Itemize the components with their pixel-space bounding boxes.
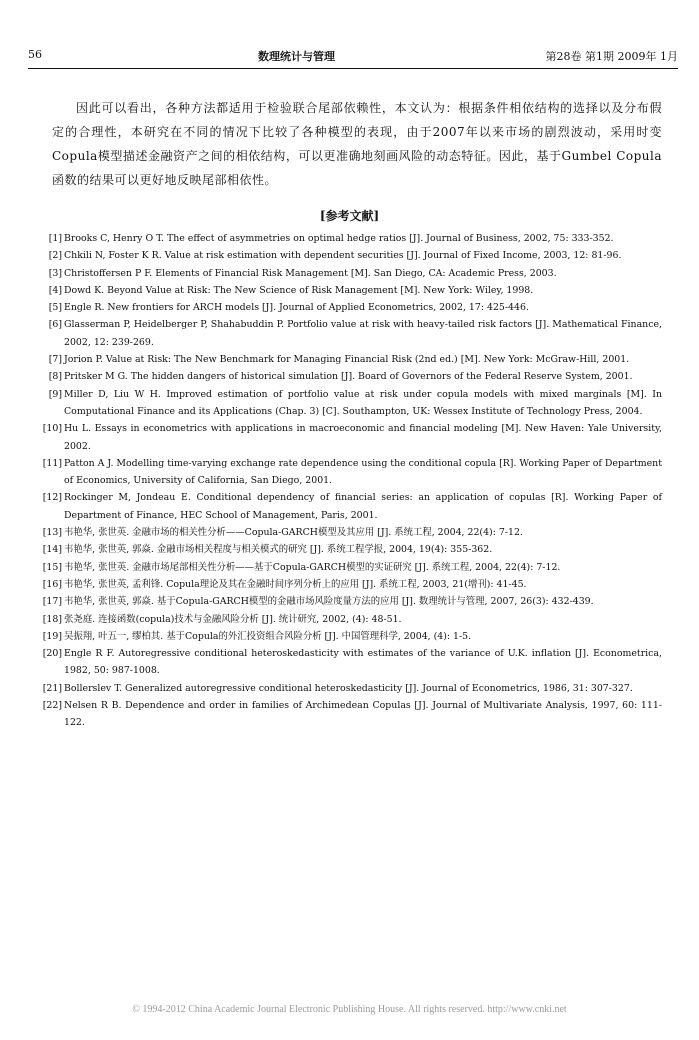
reference-number: [2]	[48, 250, 62, 262]
reference-number: [21]	[42, 682, 62, 694]
reference-text: 韦艳华, 张世英, 孟利锋. Copula理论及其在金融时间序列分析上的应用 [J]. 系统工程, 2003, 21(增刊): 41-45.	[64, 578, 527, 590]
reference-text: 韦艳华, 张世英, 郭焱. 基于Copula-GARCH模型的金融市场风险度量方法的应用 [J]. 数理统计与管理, 2007, 26(3): 432-439.	[64, 596, 594, 608]
reference-number: [22]	[42, 700, 62, 712]
reference-text: Miller D, Liu W H. Improved estimation of portfolio value at risk under copula models with mixed marginals [M]. In Computational Finance and its Applications (Chap. 3) [C]. Southampton, UK: Wessex Institute of Technology Press, 2004.	[64, 388, 662, 417]
reference-text: 韦艳华, 张世英. 金融市场的相关性分析——Copula-GARCH模型及其应用 [J]. 系统工程, 2004, 22(4): 7-12.	[64, 527, 523, 539]
reference-item	[34, 282, 662, 299]
reference-item	[34, 697, 662, 732]
reference-text: Rockinger M, Jondeau E. Conditional dependency of financial series: an application of copulas [R]. Working Paper of Department of Finance, HEC School of Management, Paris, 2001.	[64, 492, 662, 521]
reference-text: Glasserman P, Heidelberger P, Shahabuddin P. Portfolio value at risk with heavy-tailed risk factors [J]. Mathematical Finance, 2002, 12: 239-269.	[64, 319, 662, 348]
body-paragraph: 因此可以看出，各种方法都适用于检验联合尾部依赖性，本文认为：根据条件相依结构的选择以及分布假定的合理性，本研究在不同的情况下比较了各种模型的表现，由于2007年以来市场的剧烈波动，采用时变Copula模型描述金融资产之间的相依结构，可以更准确地刻画风险的动态特征。因此，基于Gumbel Copula函数的结果可以更好地反映尾部相依性。	[52, 101, 662, 187]
reference-text: Chkili N, Foster K R. Value at risk estimation with dependent securities [J]. Journal of Fixed Income, 2003, 12: 81-96.	[64, 250, 622, 262]
reference-number: [1]	[48, 233, 62, 244]
reference-number: [3]	[48, 267, 62, 279]
reference-text: 吴振翔, 叶五一, 缪柏其. 基于Copula的外汇投资组合风险分析 [J]. 中国管理科学, 2004, (4): 1-5.	[64, 630, 472, 642]
reference-text: 韦艳华, 张世英. 金融市场尾部相关性分析——基于Copula-GARCH模型的实证研究 [J]. 系统工程, 2004, 22(4): 7-12.	[64, 561, 561, 573]
reference-item	[34, 230, 662, 247]
issue-info: 第28卷 第1期 2009年 1月	[545, 50, 678, 63]
reference-item	[34, 611, 662, 628]
header-rule	[28, 68, 678, 69]
journal-title: 数理统计与管理	[258, 50, 335, 63]
reference-item	[34, 524, 662, 541]
reference-item	[34, 420, 662, 455]
reference-item	[34, 680, 662, 697]
reference-number: [5]	[48, 302, 62, 314]
reference-number: [9]	[48, 388, 62, 400]
reference-number: [16]	[42, 578, 62, 590]
reference-text: Nelsen R B. Dependence and order in families of Archimedean Copulas [J]. Journal of Multivariate Analysis, 1997, 60: 111-122.	[64, 700, 662, 729]
reference-text: 韦艳华, 张世英, 郭焱. 金融市场相关程度与相关模式的研究 [J]. 系统工程学报, 2004, 19(4): 355-362.	[64, 544, 493, 556]
reference-item	[34, 559, 662, 576]
reference-number: [12]	[42, 492, 62, 504]
reference-item	[34, 351, 662, 368]
copyright-footer: © 1994-2012 China Academic Journal Electronic Publishing House. All rights reserved. http://www.cnki.net	[132, 1004, 567, 1015]
reference-number: [15]	[42, 561, 62, 573]
reference-text: Patton A J. Modelling time-varying exchange rate dependence using the conditional copula [R]. Working Paper of Department of Economics, University of California, San Diego, 2001.	[64, 457, 662, 487]
reference-text: Hu L. Essays in econometrics with applications in macroeconomic and financial modeling [M]. New Haven: Yale University, 2002.	[64, 423, 662, 452]
reference-text: Brooks C, Henry O T. The effect of asymmetries on optimal hedge ratios [J]. Journal of Business, 2002, 75: 333-352.	[64, 233, 614, 244]
reference-number: [19]	[42, 630, 62, 642]
reference-number: [7]	[48, 354, 62, 366]
reference-number: [17]	[42, 596, 62, 608]
reference-item	[34, 489, 662, 524]
reference-number: [20]	[42, 648, 62, 660]
reference-item	[34, 265, 662, 282]
reference-text: 张尧庭. 连接函数(copula)技术与金融风险分析 [J]. 统计研究, 2002, (4): 48-51.	[64, 613, 402, 625]
reference-item	[34, 593, 662, 610]
reference-number: [6]	[48, 319, 62, 331]
reference-item	[34, 368, 662, 385]
reference-number: [18]	[42, 613, 62, 625]
reference-text: Jorion P. Value at Risk: The New Benchmark for Managing Financial Risk (2nd ed.) [M]. New York: McGraw-Hill, 2001.	[64, 354, 630, 366]
reference-item	[34, 316, 662, 351]
reference-item	[34, 541, 662, 558]
reference-text: Engle R F. Autoregressive conditional heteroskedasticity with estimates of the variance of U.K. inflation [J]. Econometrica, 1982, 50: 987-1008.	[64, 648, 662, 677]
reference-text: Bollerslev T. Generalized autoregressive conditional heteroskedasticity [J]. Journal of Econometrics, 1986, 31: 307-327.	[64, 682, 633, 694]
reference-item	[34, 576, 662, 593]
reference-text: Christoffersen P F. Elements of Financial Risk Management [M]. San Diego, CA: Academic Press, 2003.	[64, 267, 557, 279]
reference-text: Pritsker M G. The hidden dangers of historical simulation [J]. Board of Governors of the Federal Reserve System, 2001.	[64, 371, 633, 383]
running-header	[28, 44, 678, 66]
reference-number: [11]	[42, 457, 62, 469]
reference-number: [13]	[42, 527, 62, 539]
references-heading: [参考文献]	[319, 209, 380, 223]
reference-item	[34, 247, 662, 264]
reference-number: [10]	[42, 423, 62, 435]
reference-item	[34, 455, 662, 490]
reference-text: Dowd K. Beyond Value at Risk: The New Science of Risk Management [M]. New York: Wiley, 1998.	[64, 284, 534, 296]
reference-text: Engle R. New frontiers for ARCH models [J]. Journal of Applied Econometrics, 2002, 17: 425-446.	[64, 302, 529, 314]
reference-item	[34, 645, 662, 680]
reference-number: [4]	[48, 284, 62, 296]
reference-number: [8]	[48, 371, 62, 383]
reference-list	[34, 230, 662, 732]
reference-item	[34, 299, 662, 316]
reference-item	[34, 386, 662, 421]
reference-number: [14]	[42, 544, 62, 556]
reference-item	[34, 628, 662, 645]
page-number: 56	[28, 48, 42, 61]
